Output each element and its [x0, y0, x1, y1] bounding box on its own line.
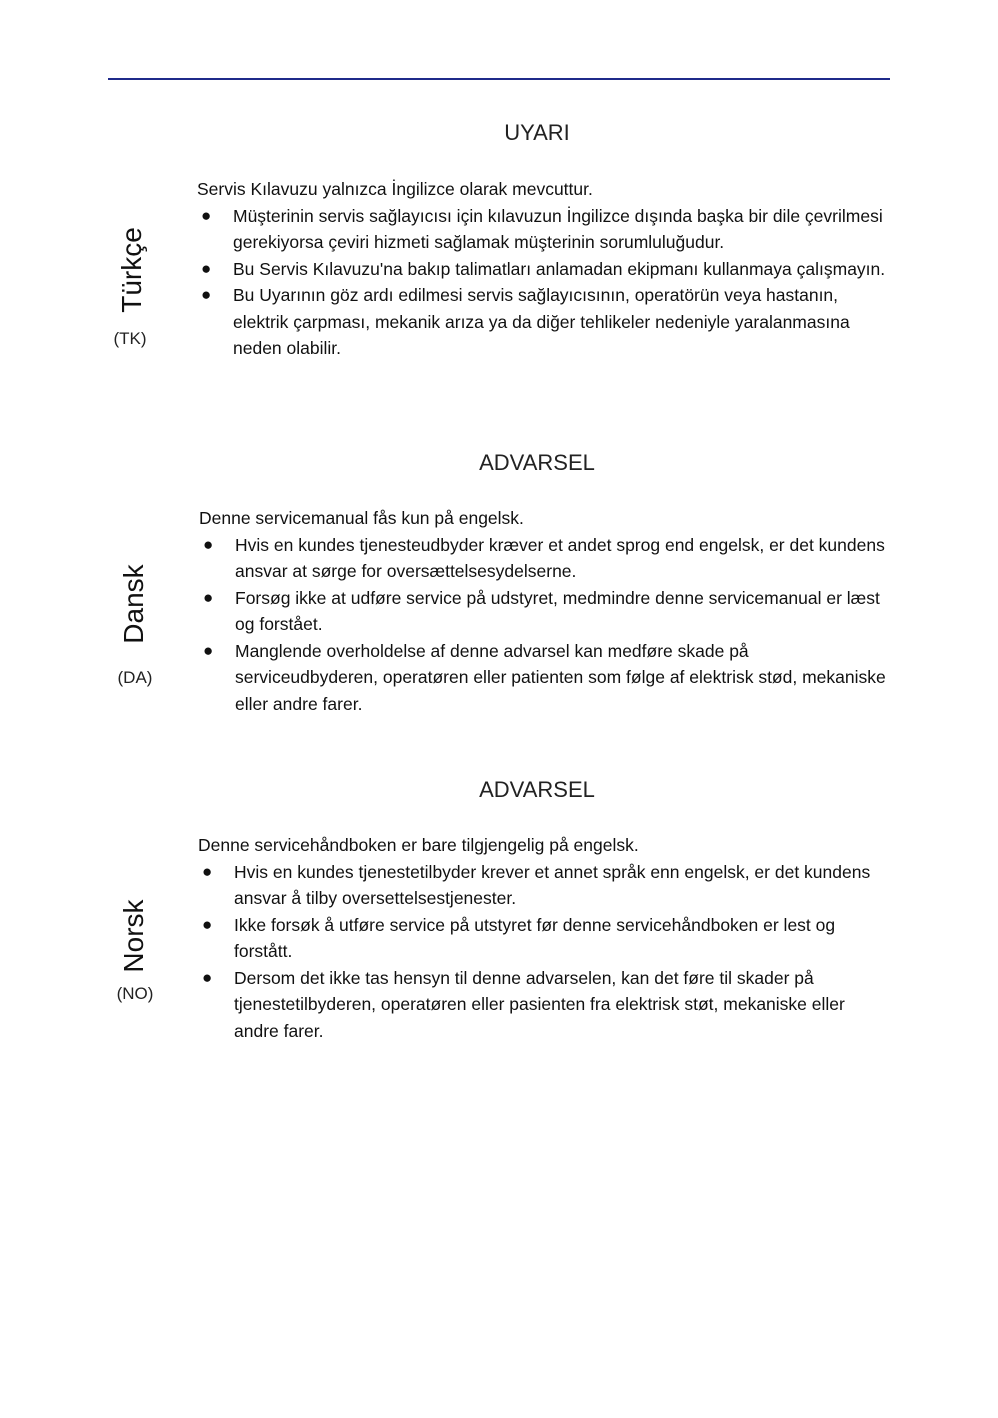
list-item: [198, 965, 888, 1045]
warning-list: [198, 859, 888, 1045]
bullet-icon: ●: [203, 534, 214, 554]
list-item-text: Ikke forsøk å utføre service på utstyret før denne servicehåndboken er lest og forstått.: [234, 914, 836, 961]
list-item: [199, 532, 889, 585]
section-heading: ADVARSEL: [479, 450, 595, 475]
language-name: Norsk: [118, 899, 149, 973]
section-heading: ADVARSEL: [479, 777, 595, 802]
top-rule: [108, 78, 890, 80]
bullet-icon: ●: [201, 285, 212, 304]
warning-body: [198, 832, 888, 1044]
intro-text: Denne servicehåndboken er bare tilgjengelig på engelsk.: [198, 835, 639, 855]
bullet-icon: ●: [202, 914, 213, 934]
language-code: (TK): [113, 329, 147, 348]
language-code: (DA): [117, 668, 153, 687]
list-item-text: Müşterinin servis sağlayıcısı için kılavuzun İngilizce dışında başka bir dile çevrilmesi gerekiyorsa çeviri hizmeti sağlamak müşterinin sorumluluğudur.: [233, 205, 883, 252]
warning-list: [199, 532, 889, 718]
language-code: (NO): [116, 984, 154, 1003]
list-item-text: Bu Servis Kılavuzu'na bakıp talimatları anlamadan ekipmanı kullanmaya çalışmayın.: [233, 258, 886, 279]
list-item-text: Bu Uyarının göz ardı edilmesi servis sağlayıcısının, operatörün veya hastanın, elektrik çarpması, mekanik arıza ya da diğer tehlikeler nedeniyle yaralanmasına neden olabilir.: [233, 285, 850, 358]
list-item: [198, 859, 888, 912]
list-item-text: Manglende overholdelse af denne advarsel kan medføre skade på serviceudbyderen, operatøren eller patienten som følge af elektrisk stød, mekaniske eller andre farer.: [235, 640, 886, 714]
language-name: Türkçe: [116, 227, 147, 313]
list-item-text: Hvis en kundes tjenesteudbyder kræver et andet sprog end engelsk, er det kundens ansvar at sørge for oversættelsesydelserne.: [235, 534, 885, 581]
bullet-icon: ●: [201, 205, 212, 225]
list-item-text: Hvis en kundes tjenestetilbyder krever et annet språk enn engelsk, er det kundens ansvar å tilby oversettelsestjenester.: [234, 861, 871, 908]
list-item-text: Dersom det ikke tas hensyn til denne advarselen, kan det føre til skader på tjenestetilbyderen, operatøren eller pasienten fra elektrisk støt, mekaniske eller andre farer.: [234, 967, 845, 1041]
list-item: [199, 585, 889, 638]
warning-body: [197, 176, 887, 362]
bullet-icon: ●: [201, 258, 212, 278]
list-item: [199, 638, 889, 718]
list-item: [197, 203, 887, 256]
list-item-text: Forsøg ikke at udføre service på udstyret, medmindre denne servicemanual er læst og forstået.: [235, 587, 880, 634]
list-item: [197, 256, 887, 283]
bullet-icon: ●: [203, 640, 214, 660]
language-name: Dansk: [118, 564, 149, 644]
list-item: [198, 912, 888, 965]
list-item: [197, 282, 887, 362]
section-heading: UYARI: [504, 120, 570, 145]
bullet-icon: ●: [203, 587, 214, 607]
warning-list: [197, 203, 887, 362]
bullet-icon: ●: [202, 861, 213, 881]
intro-text: Servis Kılavuzu yalnızca İngilizce olarak mevcuttur.: [197, 179, 593, 199]
warning-body: [199, 505, 889, 717]
intro-text: Denne servicemanual fås kun på engelsk.: [199, 508, 524, 528]
bullet-icon: ●: [202, 967, 213, 987]
